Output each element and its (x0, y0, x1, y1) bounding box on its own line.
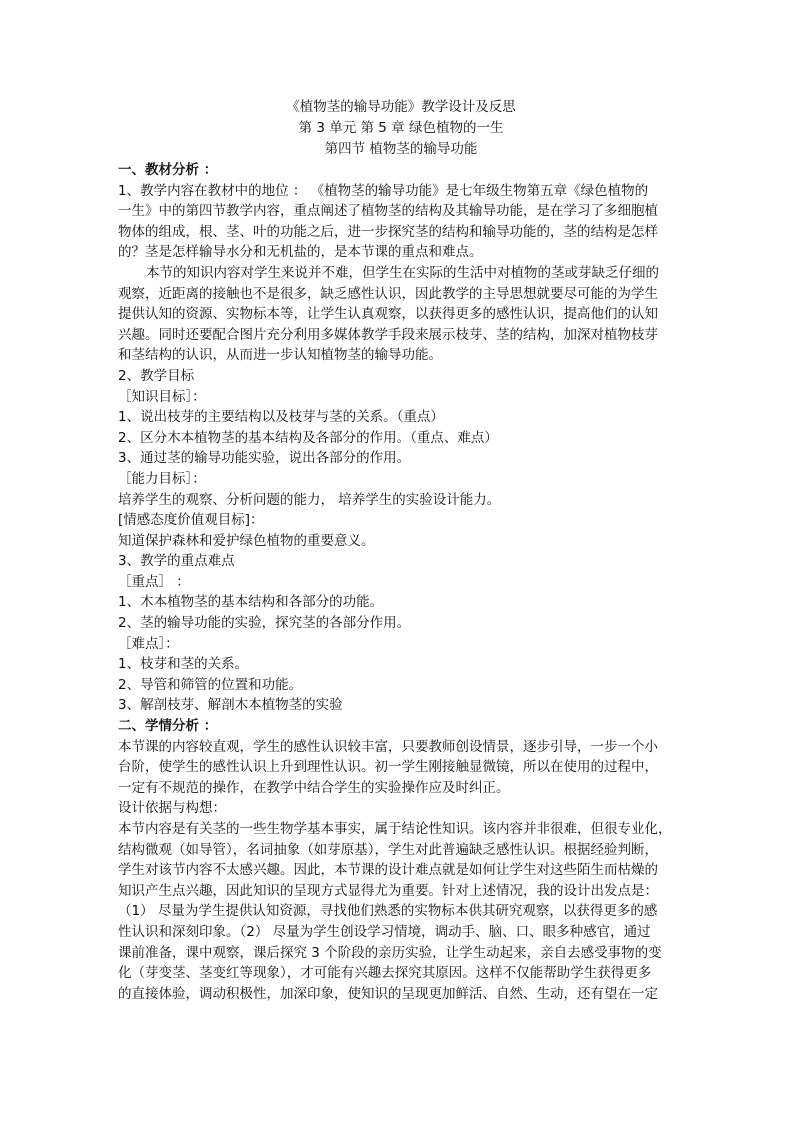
paragraph-line: 结构微观（如导管），名词抽象（如芽原基），学生对此普遍缺乏感性认识。根据经验判断， (118, 841, 658, 858)
section-subtitle: 第四节 植物茎的输导功能 (324, 141, 478, 157)
document-page (118, 97, 684, 1004)
paragraph-line: 化（芽变茎、茎变红等现象），才可能有兴趣去探究其原因。这样不仅能帮助学生获得更多 (118, 965, 652, 982)
paragraph-line: 本节课的内容较直观，学生的感性认识较丰富，只要教师创设情景，逐步引导，一步一个小 (118, 738, 658, 755)
paragraph-line: 兴趣。同时还要配合图片充分利用多媒体教学手段来展示枝芽、茎的结构，加深对植物枝芽 (118, 326, 658, 343)
list-item: 1、说出枝芽的主要结构以及枝芽与茎的关系。（重点） (118, 409, 444, 426)
paragraph-line: 和茎结构的认识，从而进一步认知植物茎的输导功能。 (118, 347, 442, 364)
list-item: 2、茎的输导功能的实验，探究茎的各部分作用。 (118, 615, 411, 632)
paragraph-line: 台阶，使学生的感性认识上升到理性认识。初一学生刚接触显微镜，所以在使用的过程中， (118, 759, 658, 776)
paragraph-line: 观察，近距离的接触也不是很多，缺乏感性认识，因此教学的主导思想就要尽可能的为学生 (118, 285, 658, 302)
paragraph-line: 本节内容是有关茎的一些生物学基本事实，属于结论性知识。该内容并非很难，但很专业化， (118, 821, 672, 837)
paragraph-line: 学生对该节内容不太感兴趣。因此，本节课的设计难点就是如何让学生对这些陌生而枯燥的 (118, 862, 658, 879)
list-item: 2、区分木本植物茎的基本结构及各部分的作用。（重点、难点） (118, 429, 498, 446)
paragraph-line: 一定有不规范的操作，在教学中结合学生的实验操作应及时纠正。 (118, 779, 510, 796)
paragraph-line: 的？茎是怎样输导水分和无机盐的，是本节课的重点和难点。 (118, 244, 483, 261)
paragraph-line: 知识产生点兴趣，因此知识的呈现方式显得尤为重要。针对上述情况，我的设计出发点是： (118, 882, 658, 899)
label-focus: ［重点］ ： (118, 573, 190, 590)
section-heading-textbook-analysis: 一、教材分析 ： (118, 162, 218, 178)
paragraph-line: 一生》中的第四节教学内容，重点阐述了植物茎的结构及其输导功能，是在学习了多细胞植 (118, 203, 658, 220)
paragraph-line: 提供认知的资源、实物标本等，让学生认真观察，以获得更多的感性认识，提高他们的认知 (118, 306, 658, 323)
list-item: 3、解剖枝芽、解剖木本植物茎的实验 (118, 697, 343, 714)
paragraph-line: 性认识和深刻印象。（2） 尽量为学生创设学习情境，调动手、脑、口、眼多种感官，通过 (118, 923, 651, 940)
paragraph-line: 物体的组成，根、茎、叶的功能之后，进一步探究茎的结构和输导功能的，茎的结构是怎样 (118, 223, 658, 240)
paragraph-line: 本节的知识内容对学生来说并不难，但学生在实际的生活中对植物的茎或芽缺乏仔细的 (146, 264, 659, 281)
paragraph-line: 的直接体验，调动积极性，加深印象，使知识的呈现更加鲜活、自然、生动，还有望在一定 (118, 985, 658, 1002)
document-title: 《植物茎的输导功能》教学设计及反思 (286, 99, 516, 115)
ability-text: 培养学生的观察、分析问题的能力， 培养学生的实验设计能力。 (118, 491, 501, 508)
subheading-teaching-goals: 2、教学目标 (118, 367, 195, 384)
paragraph-line: 课前准备，课中观察，课后探究 3 个阶段的亲历实验，让学生动起来，亲自去感受事物的变 (118, 944, 662, 961)
section-heading-student-analysis: 二、学情分析 ： (118, 718, 218, 735)
label-emotion-goals: [情感态度价值观目标]： (118, 512, 264, 529)
subheading-design-basis: 设计依据与构想： (118, 800, 226, 817)
subheading-key-points: 3、教学的重点难点 (118, 553, 235, 570)
unit-chapter-subtitle: 第 3 单元 第 5 章 绿色植物的一生 (298, 120, 504, 136)
list-item: 3、通过茎的输导功能实验，说出各部分的作用。 (118, 450, 411, 467)
list-item: 1、枝芽和茎的关系。 (118, 656, 249, 673)
label-knowledge-goals: ［知识目标］： (118, 388, 206, 405)
list-item: 2、导管和筛管的位置和功能。 (118, 676, 303, 693)
paragraph-line: 1、教学内容在教材中的地位 ： 《植物茎的输导功能》是七年级生物第五章《绿色植物的 (118, 182, 649, 199)
label-difficulty: ［难点］： (118, 635, 179, 652)
label-ability-goals: ［能力目标］： (118, 470, 206, 487)
emotion-text: 知道保护森林和爱护绿色植物的重要意义。 (118, 532, 375, 549)
paragraph-line: （1） 尽量为学生提供认知资源，寻找他们熟悉的实物标本供其研究观察，以获得更多的感 (118, 903, 658, 920)
list-item: 1、木本植物茎的基本结构和各部分的功能。 (118, 594, 384, 611)
